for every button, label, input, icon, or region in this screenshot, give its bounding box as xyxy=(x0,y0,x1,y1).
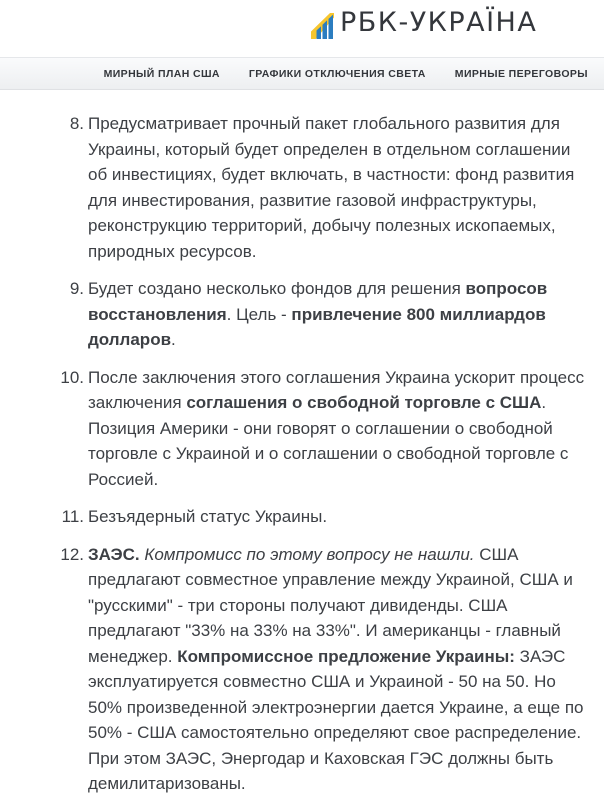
list-item-10 xyxy=(20,365,588,493)
list-item-9 xyxy=(20,276,588,353)
nav-item-1[interactable]: МИРНЫЙ ПЛАН США xyxy=(103,67,220,80)
list-item-number: 11. xyxy=(61,507,84,526)
list-item-number: 9. xyxy=(69,279,84,298)
list-item-number: 10. xyxy=(60,367,84,387)
top-nav xyxy=(0,57,604,90)
nav-item-2[interactable]: ГРАФИКИ ОТКЛЮЧЕНИЯ СВЕТА xyxy=(248,67,426,80)
site-header xyxy=(0,0,604,57)
list-item-text: Безъядерный статус Украины. xyxy=(88,507,328,526)
list-item-11 xyxy=(20,504,588,530)
list-item-8 xyxy=(20,111,588,264)
list-item-12 xyxy=(20,542,588,797)
list-item-text: После заключения этого соглашения Украина ускорит процесс заключения соглашения о свободной торговле с США. Позиция Америки - они говорят о соглашении о свободной торговле с Украиной и о соглашении о свободной торговле с Россией. xyxy=(88,367,585,489)
rbc-logo-icon xyxy=(311,12,334,39)
numbered-list xyxy=(20,111,588,797)
nav-item-3[interactable]: МИРНЫЕ ПЕРЕГОВОРЫ xyxy=(454,67,588,80)
site-logo[interactable] xyxy=(311,6,537,40)
list-item-text: ЗАЭС. Компромисс по этому вопросу не нашли. США предлагают совместное управление между Украиной, США и "русскими" - три стороны получают дивиденды. США предлагают "33% на 33% на 33%". И американцы - главный менеджер. Компромиссное предложение Украины: ЗАЭС эксплуатируется совместно США и Украиной - 50 на 50. Но 50% произведенной электроэнергии дается Украине, а еще по 50% - США самостоятельно определяют свое распределение. При этом ЗАЭС, Энергодар и Каховская ГЭС должны быть демилитаризованы. xyxy=(88,544,584,793)
list-item-text: Будет создано несколько фондов для решения вопросов восстановления. Цель - привлечение 800 миллиардов долларов. xyxy=(88,279,548,349)
list-item-text: Предусматривает прочный пакет глобального развития для Украины, который будет определен в отдельном соглашении об инвестициях, будет включать, в частности: фонд развития для инвестирования, развитие газовой инфраструктуры, реконструкцию территорий, добычу полезных ископаемых, природных ресурсов. xyxy=(88,114,575,261)
list-item-number: 8. xyxy=(69,114,84,133)
article-body xyxy=(0,90,604,797)
list-item-number: 12. xyxy=(60,544,84,564)
site-logo-text: РБК-УКРАЇНА xyxy=(340,7,538,38)
